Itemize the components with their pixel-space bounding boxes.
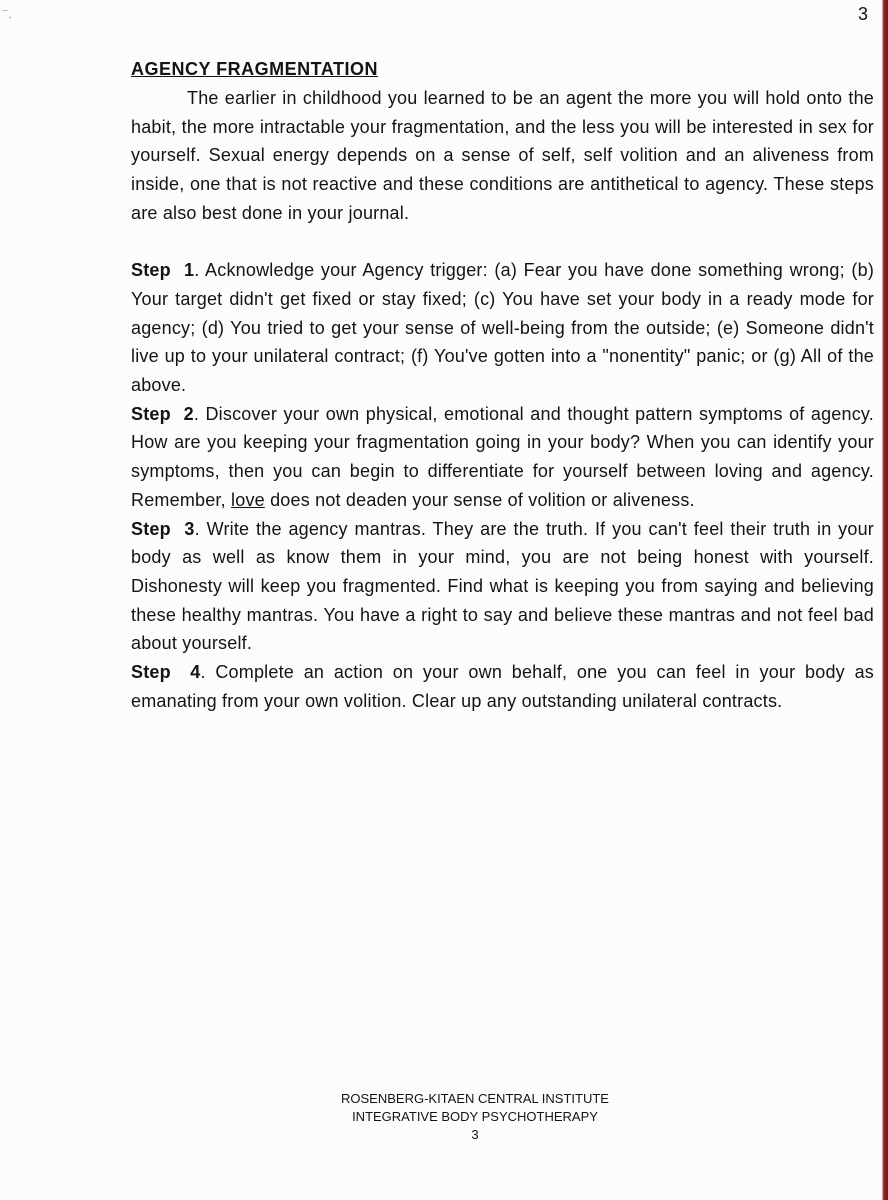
step-3-number: 3 — [184, 518, 195, 539]
footer-page-number: 3 — [471, 1127, 479, 1142]
step-1-text: . Acknowledge your Agency trigger: (a) Fear you have done something wrong; (b) Your target didn't get fixed or stay fixed; (c) You have set your body in a ready mode for agency; (d) You tried to get your sense of well-being from the outside; (e) Someone didn't live up to your unilateral contract; (f) You've gotten into a "nonentity" panic; or (g) All of the above. — [131, 260, 875, 396]
step-3-text: . Write the agency mantras. They are the truth. If you can't feel their truth in your body as well as know them in your mind, you are not being honest with yourself. Dishonesty will keep you fragmented. Find what is keeping you from saying and believing these healthy mantras. You have a right to say and believe these mantras and not feel bad about yourself. — [131, 518, 874, 654]
step-3-paragraph — [131, 515, 874, 659]
page-edge-binding — [882, 0, 888, 1200]
intro-paragraph: The earlier in childhood you learned to be an agent the more you will hold onto the habit, the more intractable your fragmentation, and the less you will be interested in sex for yourself. Sexual energy depends on a sense of self, self volition and an aliveness from inside, one that is not reactive and these conditions are antithetical to agency. These steps are also best done in your journal. — [131, 88, 874, 223]
step-3-label: Step — [131, 518, 171, 539]
step-2-text-before: . Discover your own physical, emotional and thought pattern symptoms of agency. How are you keeping your fragmentation going in your body? When you can identify your symptoms, then you can begin to differentiate for yourself between loving and agency. Remember, — [131, 403, 874, 510]
step-4-text: . Complete an action on your own behalf, one you can feel in your body as emanating from your own volition. Clear up any outstanding unilateral contracts. — [131, 662, 874, 711]
step-2-underlined-word: love — [231, 489, 265, 510]
footer-institute-name: ROSENBERG-KITAEN CENTRAL INSTITUTE — [341, 1091, 609, 1106]
step-2-label: Step — [131, 403, 171, 424]
step-2-paragraph — [131, 400, 874, 515]
paragraph-gap — [131, 228, 874, 257]
document-body — [131, 84, 874, 715]
corner-scan-mark: ⁻ˎ — [2, 5, 13, 19]
step-1-label: Step — [131, 260, 171, 281]
page-footer — [0, 1090, 888, 1144]
step-2-number: 2 — [183, 403, 194, 424]
step-4-number: 4 — [190, 662, 201, 683]
top-page-number: 3 — [858, 4, 869, 24]
step-2-text-after: does not deaden your sense of volition or aliveness. — [264, 489, 695, 510]
step-1-number: 1 — [184, 260, 195, 281]
section-heading: AGENCY FRAGMENTATION — [131, 59, 378, 79]
step-1-paragraph — [131, 256, 874, 400]
step-4-paragraph — [131, 658, 874, 715]
footer-institute-subtitle: INTEGRATIVE BODY PSYCHOTHERAPY — [352, 1109, 598, 1124]
step-4-label: Step — [131, 662, 171, 683]
